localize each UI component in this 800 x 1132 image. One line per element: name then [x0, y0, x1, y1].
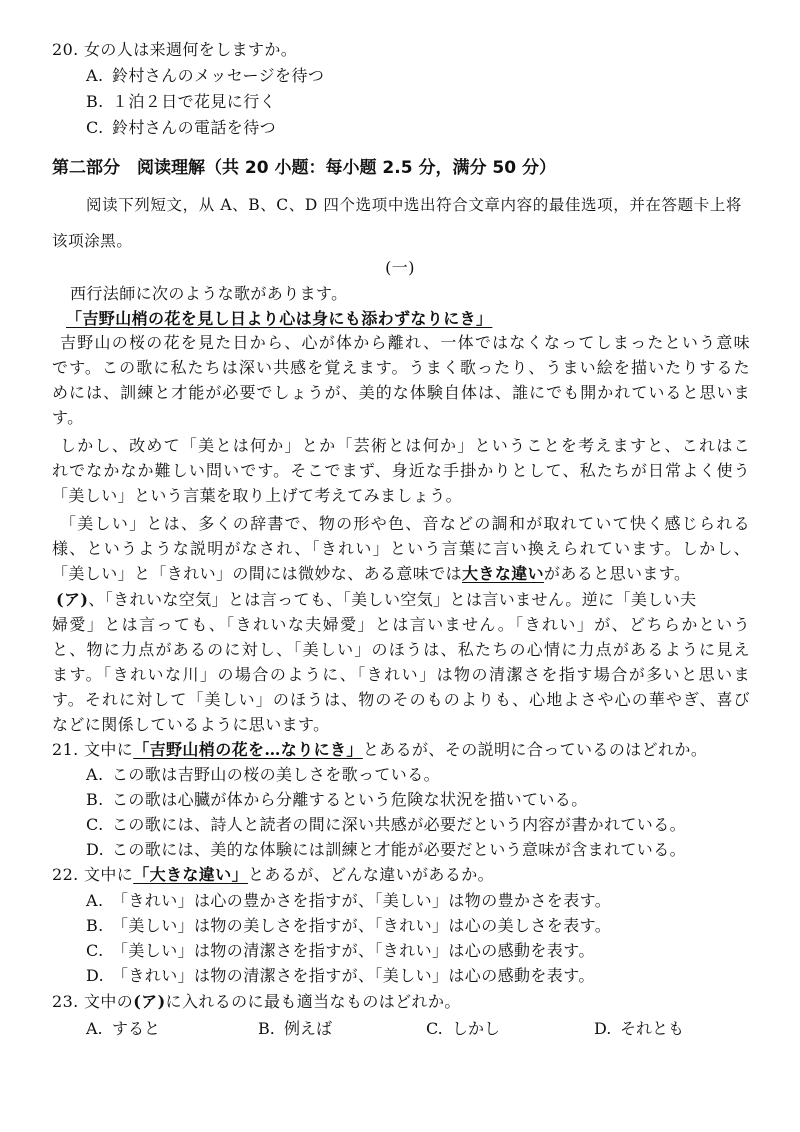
question-number: 23.	[52, 992, 79, 1011]
option-text: 「美しい」は物の清潔さを指すが、「きれい」は心の感動を表す。	[112, 941, 595, 960]
question-21-option-d	[86, 838, 686, 862]
question-22-stem	[52, 863, 494, 887]
option-label: B.	[258, 1019, 275, 1038]
section-instruction-line1: 阅读下列短文，从 A、B、C、D 四个选项中选出符合文章内容的最佳选项，并在答题卡上将	[86, 196, 743, 214]
question-20-option-a	[86, 64, 324, 88]
question-text: とあるが、どんな違いがあるか。	[248, 865, 495, 884]
question-20-stem	[52, 38, 297, 62]
question-21-option-a	[86, 763, 440, 787]
option-label: A.	[86, 1019, 103, 1038]
blank-a-marker: (ア)	[133, 992, 166, 1011]
passage-p2-line3: 「美しい」という言葉を取り上げて考えてみましょう。	[52, 486, 463, 505]
option-label: D.	[86, 840, 105, 859]
option-text: この歌には、美的な体験には訓練と才能が必要だという意味が含まれている。	[112, 840, 687, 859]
passage-p3-line1: 「美しい」とは、多くの辞書で、物の形や色、音などの調和が取れていて快く感じられる	[60, 514, 750, 533]
question-number: 21.	[52, 740, 79, 759]
passage-text: があると思います。	[544, 564, 691, 583]
option-text: すると	[112, 1019, 161, 1038]
question-22-option-b	[86, 914, 611, 938]
question-text: 文中に	[84, 740, 134, 759]
passage-p4-line3: と、物に力点があるのに対し、「美しい」のほうは、私たちの心情に力点があるように見え	[52, 640, 750, 659]
question-text: 文中の	[84, 992, 134, 1011]
option-text: この歌は心臓が体から分離するという危険な状況を描いている。	[112, 790, 588, 809]
highlight-big-difference: 大きな違い	[462, 564, 545, 583]
option-label: B.	[86, 92, 104, 111]
option-label: B.	[86, 790, 104, 809]
question-21-option-c	[86, 813, 686, 837]
question-20-option-b	[86, 90, 276, 114]
option-text: 「きれい」は物の清潔さを指すが、「美しい」は心の感動を表す。	[112, 966, 595, 985]
option-text: 鈴村さんの電話を待つ	[112, 118, 277, 137]
option-label: A.	[86, 66, 104, 85]
question-text: 女の人は来週何をしますか。	[84, 40, 298, 59]
passage-text: 、「きれいな空気」とは言っても、「美しい空気」とは言いません。逆に「美しい夫	[88, 590, 697, 609]
passage-p1-line4: す。	[52, 408, 84, 427]
passage-p2-line1: しかし、改めて「美とは何か」とか「芸術とは何か」ということを考えますと、これはこ	[60, 436, 750, 455]
option-text: 「美しい」は物の美しさを指すが、「きれい」は心の美しさを表す。	[112, 916, 612, 935]
passage-p1-line3: めには、訓練と才能が必要でしょうが、美的な体験自体は、誰にでも開かれていると思いま	[52, 383, 750, 402]
option-label: C.	[86, 815, 104, 834]
question-quote: 「吉野山梢の花を…なりにき」	[133, 740, 363, 759]
option-label: D.	[594, 1019, 612, 1038]
question-22-option-d	[86, 964, 595, 988]
passage-intro: 西行法師に次のような歌があります。	[70, 284, 348, 303]
passage-number: (一)	[385, 258, 415, 277]
passage-p4-line6: などに関係しているように思います。	[52, 715, 330, 734]
passage-poem: 「吉野山梢の花を見し日より心は身にも添わずなりにき」	[66, 309, 493, 328]
passage-p3-line3	[52, 562, 690, 586]
option-label: B.	[86, 916, 104, 935]
question-text: に入れるのに最も適当なものはどれか。	[165, 992, 461, 1011]
passage-p4-line1	[56, 588, 697, 612]
question-23-options	[86, 1017, 726, 1041]
option-label: C.	[426, 1019, 443, 1038]
passage-p2-line2: れでなかなか難しい問いです。そこでまず、身近な手掛かりとして、私たちが日常よく使う	[52, 461, 750, 480]
question-23-stem	[52, 990, 461, 1014]
question-23-option-d	[594, 1017, 684, 1041]
question-23-option-a	[86, 1017, 160, 1041]
question-23-option-b	[258, 1017, 332, 1041]
question-text: とあるが、その説明に合っているのはどれか。	[362, 740, 708, 759]
section-title: 第二部分 阅读理解（共 20 小题：每小题 2.5 分，满分 50 分）	[52, 158, 556, 178]
question-22-option-c	[86, 939, 595, 963]
option-text: しかし	[452, 1019, 501, 1038]
option-label: A.	[86, 765, 104, 784]
option-text: 「きれい」は心の豊かさを指すが、「美しい」は物の豊かさを表す。	[112, 891, 612, 910]
question-20-option-c	[86, 116, 276, 140]
question-21-option-b	[86, 788, 588, 812]
question-quote: 「大きな違い」	[133, 865, 249, 884]
passage-p1-line1: 吉野山の桜の花を見た日から、心が体から離れ、一体ではなくなってしまったという意味	[60, 333, 750, 352]
question-21-stem	[52, 738, 707, 762]
passage-p3-line2: 様、というような説明がなされ、「きれい」という言葉に言い換えられています。しかし、	[52, 539, 750, 558]
section-instruction-line2: 该项涂黑。	[52, 232, 133, 250]
question-number: 22.	[52, 865, 79, 884]
question-text: 文中に	[84, 865, 134, 884]
option-text: この歌には、詩人と読者の間に深い共感が必要だという内容が書かれている。	[112, 815, 687, 834]
option-text: 鈴村さんのメッセージを待つ	[112, 66, 325, 85]
passage-text: 「美しい」と「きれい」の間には微妙な、ある意味では	[52, 564, 463, 583]
option-label: D.	[86, 966, 105, 985]
option-text: 例えば	[284, 1019, 333, 1038]
option-text: １泊２日で花見に行く	[112, 92, 277, 111]
blank-a-marker: (ア)	[56, 590, 89, 609]
option-text: それとも	[620, 1019, 685, 1038]
option-label: C.	[86, 941, 104, 960]
passage-p4-line2: 婦愛」とは言っても、「きれいな夫婦愛」とは言いません。「きれい」が、どちらかという	[52, 615, 750, 634]
question-23-option-c	[426, 1017, 500, 1041]
passage-p4-line4: ます。「きれいな川」の場合のように、「きれい」は物の清潔さを指す場合が多いと思いま	[52, 665, 750, 684]
option-label: A.	[86, 891, 104, 910]
passage-p1-line2: です。この歌に私たちは深い共感を覚えます。うまく歌ったり、うまい絵を描いたりするた	[52, 358, 750, 377]
question-22-option-a	[86, 889, 611, 913]
option-text: この歌は吉野山の桜の美しさを歌っている。	[112, 765, 441, 784]
question-number: 20.	[52, 40, 79, 59]
passage-p4-line5: す。それに対して「美しい」のほうは、物のそのものよりも、心地よさや心の華やぎ、喜び	[52, 690, 750, 709]
option-label: C.	[86, 118, 104, 137]
